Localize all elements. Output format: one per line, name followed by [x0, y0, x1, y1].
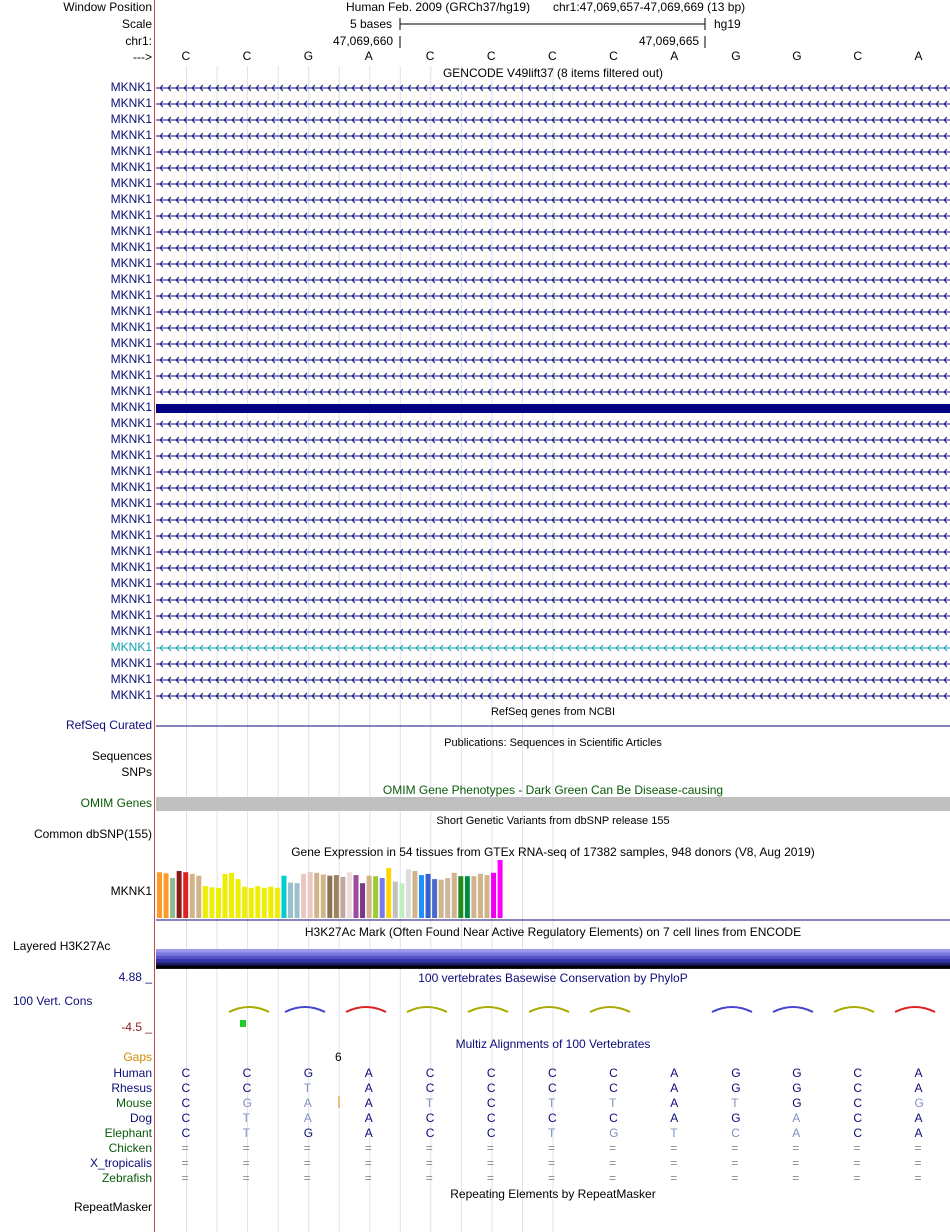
sequence-base: A	[364, 49, 373, 63]
gtex-tissue-bar	[308, 872, 313, 918]
gencode-transcript-label[interactable]: MKNK1	[110, 256, 152, 270]
phylop-base-glyph	[834, 1007, 874, 1012]
species-label[interactable]: Rhesus	[111, 1081, 152, 1095]
aligned-base: =	[609, 1141, 617, 1155]
gencode-transcript-label[interactable]: MKNK1	[110, 368, 152, 382]
gencode-transcript-label[interactable]: MKNK1	[110, 320, 152, 334]
gtex-tissue-bar	[314, 873, 319, 918]
aligned-base: C	[181, 1111, 191, 1125]
aligned-base: =	[670, 1141, 678, 1155]
aligned-base: A	[914, 1111, 923, 1125]
sequence-base: A	[670, 49, 679, 63]
gencode-transcript-label[interactable]: MKNK1	[110, 192, 152, 206]
phylop-min-label: -4.5 _	[121, 1020, 152, 1034]
gencode-transcript-label[interactable]: MKNK1	[110, 560, 152, 574]
gtex-tissue-bar	[426, 874, 431, 918]
gencode-transcript-label[interactable]: MKNK1	[110, 176, 152, 190]
gencode-transcript-label[interactable]: MKNK1	[110, 528, 152, 542]
species-label[interactable]: Mouse	[115, 1096, 152, 1110]
species-label[interactable]: Dog	[129, 1111, 152, 1125]
aligned-base: =	[486, 1156, 494, 1170]
gencode-transcript-label[interactable]: MKNK1	[110, 144, 152, 158]
gtex-tissue-bar	[452, 873, 457, 918]
aligned-base: =	[364, 1156, 372, 1170]
gtex-tissue-bar	[432, 879, 437, 918]
gtex-tissue-bar	[334, 875, 339, 918]
gtex-tissue-bar	[354, 875, 359, 918]
aligned-base: A	[303, 1096, 312, 1110]
sequence-base: C	[609, 49, 618, 63]
gtex-tissue-bar	[190, 874, 195, 918]
aligned-base: C	[853, 1096, 863, 1110]
gtex-tissue-bar	[419, 875, 424, 918]
gtex-tissue-bar	[183, 872, 188, 918]
gencode-transcript-label[interactable]: MKNK1	[110, 640, 152, 654]
aligned-base: =	[792, 1141, 800, 1155]
aligned-base: C	[425, 1126, 435, 1140]
h3k27ac-layer-band	[156, 956, 950, 959]
aligned-base: A	[364, 1096, 373, 1110]
aligned-base: C	[425, 1111, 435, 1125]
aligned-base: =	[670, 1171, 678, 1185]
aligned-base: C	[548, 1111, 557, 1125]
gencode-transcript-label[interactable]: MKNK1	[110, 240, 152, 254]
repeatmasker-track-label[interactable]: RepeatMasker	[73, 1200, 152, 1214]
aligned-base: =	[853, 1141, 861, 1155]
scale-label: Scale	[121, 17, 152, 31]
aligned-base: C	[853, 1066, 863, 1080]
gtex-tissue-bar	[295, 883, 300, 918]
position-text: chr1:47,069,657-47,069,669 (13 bp)	[553, 0, 746, 14]
gap-count: 6	[335, 1050, 342, 1064]
gencode-transcript-label[interactable]: MKNK1	[110, 656, 152, 670]
gencode-transcript-label[interactable]: MKNK1	[110, 624, 152, 638]
aligned-base: C	[486, 1126, 496, 1140]
aligned-base: =	[242, 1156, 250, 1170]
phylop-base-glyph	[346, 1007, 386, 1012]
gencode-transcript-label[interactable]: MKNK1	[110, 208, 152, 222]
chrom-label: chr1:	[125, 34, 152, 48]
aligned-base: C	[181, 1081, 191, 1095]
aligned-base: =	[609, 1156, 617, 1170]
aligned-base: G	[303, 1126, 314, 1140]
aligned-base: =	[303, 1156, 311, 1170]
aligned-base: T	[731, 1096, 739, 1110]
gencode-transcript-label[interactable]: MKNK1	[110, 224, 152, 238]
aligned-base: =	[731, 1171, 739, 1185]
gtex-tissue-bar	[458, 876, 463, 918]
aligned-base: =	[609, 1171, 617, 1185]
aligned-base: =	[303, 1171, 311, 1185]
repeatmasker-track-title: Repeating Elements by RepeatMasker	[450, 1187, 656, 1201]
aligned-base: C	[853, 1111, 863, 1125]
gtex-tissue-bar	[386, 868, 391, 918]
gencode-transcript-label[interactable]: MKNK1	[110, 496, 152, 510]
gtex-tissue-bar	[367, 876, 372, 918]
aligned-base: T	[303, 1081, 312, 1095]
h3k27ac-layer-band	[156, 952, 950, 955]
sequence-base: C	[425, 49, 435, 63]
aligned-base: A	[914, 1066, 923, 1080]
aligned-base: =	[486, 1171, 494, 1185]
phylop-base-glyph	[229, 1007, 269, 1012]
sequence-base: C	[486, 49, 496, 63]
coord-right-text: 47,069,665	[639, 34, 700, 48]
gencode-transcript-label[interactable]: MKNK1	[110, 576, 152, 590]
phylop-base-glyph	[773, 1007, 813, 1012]
gtex-tissue-bar	[281, 876, 286, 918]
gtex-tissue-bar	[236, 879, 241, 918]
aligned-base: A	[364, 1111, 373, 1125]
gtex-tissue-bar	[445, 878, 450, 918]
window-position-label: Window Position	[63, 0, 152, 14]
gencode-transcript-label[interactable]: MKNK1	[110, 96, 152, 110]
aligned-base: =	[548, 1141, 556, 1155]
aligned-base: T	[548, 1096, 556, 1110]
aligned-base: C	[853, 1081, 863, 1095]
species-label[interactable]: Human	[113, 1066, 152, 1080]
gencode-transcript-label[interactable]: MKNK1	[110, 272, 152, 286]
aligned-base: =	[853, 1156, 861, 1170]
aligned-base: T	[670, 1126, 678, 1140]
assembly-text: Human Feb. 2009 (GRCh37/hg19)	[346, 0, 531, 14]
aligned-base: G	[303, 1066, 314, 1080]
aligned-base: =	[914, 1171, 922, 1185]
gtex-tissue-bar	[229, 873, 234, 918]
gtex-tissue-bar	[262, 888, 267, 918]
gencode-transcript-label[interactable]: MKNK1	[110, 80, 152, 94]
gencode-transcript-label[interactable]: MKNK1	[110, 400, 152, 414]
aligned-base: =	[242, 1141, 250, 1155]
dbsnp-track-title: Short Genetic Variants from dbSNP release 155	[436, 815, 670, 827]
sequence-base: C	[853, 49, 863, 63]
aligned-base: C	[609, 1066, 618, 1080]
gencode-transcript-label[interactable]: MKNK1	[110, 112, 152, 126]
species-label[interactable]: X_tropicalis	[89, 1156, 152, 1170]
gtex-tissue-bar	[177, 871, 182, 918]
aligned-base: =	[181, 1156, 189, 1170]
aligned-base: A	[670, 1111, 679, 1125]
gencode-transcript-label[interactable]: MKNK1	[110, 160, 152, 174]
aligned-base: C	[242, 1081, 252, 1095]
gtex-tissue-bar	[360, 883, 365, 918]
gencode-transcript-label[interactable]: MKNK1	[110, 336, 152, 350]
phylop-base-glyph	[407, 1007, 447, 1012]
track-label-panel	[0, 0, 154, 1232]
aligned-base: A	[364, 1066, 373, 1080]
aligned-base: C	[486, 1111, 496, 1125]
gtex-tissue-bar	[275, 888, 280, 918]
aligned-base: =	[303, 1141, 311, 1155]
aligned-base: T	[609, 1096, 617, 1110]
aligned-base: C	[853, 1126, 863, 1140]
gencode-track-title: GENCODE V49lift37 (8 items filtered out)	[442, 66, 664, 80]
phylop-base-glyph	[468, 1007, 508, 1012]
gencode-transcript-label[interactable]: MKNK1	[110, 352, 152, 366]
gtex-tissue-bar	[478, 874, 483, 918]
publications-snps-label[interactable]: SNPs	[121, 765, 152, 779]
aligned-base: G	[609, 1126, 619, 1140]
aligned-base: C	[486, 1096, 496, 1110]
aligned-base: C	[181, 1096, 191, 1110]
gaps-label: Gaps	[123, 1050, 152, 1064]
aligned-base: =	[914, 1141, 922, 1155]
aligned-base: A	[792, 1126, 801, 1140]
aligned-base: A	[670, 1081, 679, 1095]
aligned-base: =	[181, 1171, 189, 1185]
aligned-base: =	[914, 1156, 922, 1170]
gtex-tissue-bar	[209, 887, 214, 918]
db-text: hg19	[714, 17, 741, 31]
aligned-base: C	[609, 1081, 618, 1095]
gencode-transcript-label[interactable]: MKNK1	[110, 464, 152, 478]
aligned-base: G	[731, 1066, 741, 1080]
aligned-base: C	[486, 1066, 496, 1080]
gtex-tissue-bar	[268, 887, 273, 918]
gtex-tissue-bar	[399, 883, 404, 918]
aligned-base: =	[548, 1171, 556, 1185]
aligned-base: G	[792, 1066, 802, 1080]
coord-left-text: 47,069,660	[333, 34, 394, 48]
aligned-base: A	[364, 1126, 373, 1140]
aligned-base: T	[242, 1126, 250, 1140]
gtex-tissue-bar	[380, 878, 385, 918]
aligned-base: =	[670, 1156, 678, 1170]
sequence-base: C	[181, 49, 191, 63]
aligned-base: G	[792, 1081, 802, 1095]
phylop-base-glyph	[590, 1007, 630, 1012]
aligned-base: G	[731, 1081, 741, 1095]
aligned-base: =	[242, 1171, 250, 1185]
gencode-transcript-21	[156, 404, 950, 413]
aligned-base: G	[792, 1096, 802, 1110]
h3k27ac-layer-band	[156, 962, 950, 965]
gtex-tissue-bar	[340, 877, 345, 918]
phylop-track-label[interactable]: 100 Vert. Cons	[13, 994, 93, 1008]
aligned-base: =	[425, 1171, 433, 1185]
gtex-tissue-bar	[170, 878, 175, 918]
omim-track-title: OMIM Gene Phenotypes - Dark Green Can Be Disease-causing	[382, 783, 724, 797]
publications-sequences-label[interactable]: Sequences	[91, 749, 152, 763]
dbsnp-track-label[interactable]: Common dbSNP(155)	[33, 827, 152, 841]
publications-track-title: Publications: Sequences in Scientific Articles	[444, 737, 662, 749]
gencode-transcript-label[interactable]: MKNK1	[110, 608, 152, 622]
gtex-tissue-bar	[255, 886, 260, 918]
h3k27ac-layer-band	[156, 959, 950, 962]
aligned-base: A	[792, 1111, 801, 1125]
gencode-transcript-label[interactable]: MKNK1	[110, 384, 152, 398]
aligned-base: C	[181, 1126, 191, 1140]
gencode-transcript-label[interactable]: MKNK1	[110, 512, 152, 526]
aligned-base: =	[425, 1156, 433, 1170]
gtex-tissue-bar	[439, 880, 444, 918]
gencode-transcript-label[interactable]: MKNK1	[110, 544, 152, 558]
scale-text: 5 bases	[350, 17, 393, 31]
gtex-tissue-bar	[471, 876, 476, 918]
aligned-base: C	[425, 1066, 435, 1080]
gtex-tissue-bar	[406, 869, 411, 918]
gtex-track-title: Gene Expression in 54 tissues from GTEx RNA-seq of 17382 samples, 948 donors (V8, Aug 2019)	[291, 845, 815, 859]
aligned-base: C	[548, 1081, 557, 1095]
track-data-area[interactable]	[156, 0, 950, 1232]
gencode-transcript-label[interactable]: MKNK1	[110, 432, 152, 446]
gtex-tissue-bar	[196, 876, 201, 918]
aligned-base: C	[548, 1066, 557, 1080]
gtex-tissue-bar	[223, 874, 228, 918]
gtex-tissue-bar	[347, 872, 352, 918]
gtex-tissue-bar	[485, 875, 490, 918]
gencode-transcript-label[interactable]: MKNK1	[110, 288, 152, 302]
gtex-tissue-bar	[203, 886, 208, 918]
aligned-base: C	[425, 1081, 435, 1095]
h3k27ac-layer-band	[156, 949, 950, 952]
aligned-base: =	[181, 1141, 189, 1155]
phylop-track-title: 100 vertebrates Basewise Conservation by PhyloP	[418, 971, 688, 985]
gtex-tissue-bar	[393, 882, 398, 919]
omim-gene-bar	[156, 797, 950, 811]
aligned-base: =	[792, 1171, 800, 1185]
h3k27ac-track-title: H3K27Ac Mark (Often Found Near Active Regulatory Elements) on 7 cell lines from ENCODE	[304, 925, 802, 939]
aligned-base: A	[364, 1081, 373, 1095]
gtex-tissue-bar	[491, 873, 496, 918]
species-label[interactable]: Chicken	[108, 1141, 152, 1155]
omim-track-label[interactable]: OMIM Genes	[80, 796, 152, 810]
h3k27ac-track-label[interactable]: Layered H3K27Ac	[13, 939, 111, 953]
aligned-base: =	[486, 1141, 494, 1155]
gtex-tissue-bar	[301, 874, 306, 918]
sequence-base: G	[303, 49, 314, 63]
gtex-track-label[interactable]: MKNK1	[110, 884, 152, 898]
aligned-base: C	[609, 1111, 618, 1125]
aligned-base: =	[425, 1141, 433, 1155]
gencode-transcript-label[interactable]: MKNK1	[110, 592, 152, 606]
gtex-tissue-bar	[249, 888, 254, 918]
gencode-transcript-label[interactable]: MKNK1	[110, 688, 152, 702]
aligned-base: =	[364, 1141, 372, 1155]
aligned-base: =	[731, 1141, 739, 1155]
gtex-tissue-bar	[373, 876, 378, 918]
gencode-transcript-label[interactable]: MKNK1	[110, 480, 152, 494]
phylop-base-glyph	[712, 1007, 752, 1012]
aligned-base: =	[792, 1156, 800, 1170]
sequence-base: C	[242, 49, 252, 63]
refseq-track-title: RefSeq genes from NCBI	[490, 706, 616, 718]
phylop-base-glyph	[895, 1007, 935, 1012]
gtex-tissue-bar	[327, 876, 332, 918]
aligned-base: C	[731, 1126, 740, 1140]
aligned-base: =	[853, 1171, 861, 1185]
gtex-tissue-bar	[498, 860, 503, 918]
aligned-base: A	[303, 1111, 312, 1125]
aligned-base: T	[548, 1126, 556, 1140]
gtex-tissue-bar	[157, 872, 162, 918]
gtex-tissue-bar	[465, 876, 470, 918]
aligned-base: =	[731, 1156, 739, 1170]
species-label[interactable]: Elephant	[104, 1126, 152, 1140]
gencode-transcript-label[interactable]: MKNK1	[110, 304, 152, 318]
sequence-base: A	[914, 49, 923, 63]
gencode-transcript-label[interactable]: MKNK1	[110, 672, 152, 686]
aligned-base: A	[914, 1126, 923, 1140]
gencode-transcript-label[interactable]: MKNK1	[110, 448, 152, 462]
aligned-base: G	[914, 1096, 924, 1110]
gtex-tissue-bar	[164, 873, 169, 918]
aligned-base: =	[548, 1156, 556, 1170]
gtex-tissue-bar	[321, 875, 326, 919]
aligned-base: T	[242, 1111, 250, 1125]
sequence-base: G	[731, 49, 741, 63]
aligned-base: G	[731, 1111, 741, 1125]
phylop-green-marker	[240, 1020, 246, 1027]
aligned-base: C	[181, 1066, 191, 1080]
gencode-transcript-label[interactable]: MKNK1	[110, 416, 152, 430]
phylop-base-glyph	[529, 1007, 569, 1012]
gencode-transcript-label[interactable]: MKNK1	[110, 128, 152, 142]
sequence-base: G	[792, 49, 802, 63]
label-divider	[154, 0, 155, 1232]
aligned-base: C	[486, 1081, 496, 1095]
gtex-tissue-bar	[288, 883, 293, 918]
strand-label: --->	[133, 50, 152, 64]
phylop-base-glyph	[285, 1007, 325, 1012]
aligned-base: C	[242, 1066, 252, 1080]
multiz-track-title: Multiz Alignments of 100 Vertebrates	[455, 1037, 651, 1051]
gtex-tissue-bar	[216, 888, 221, 918]
aligned-base: G	[242, 1096, 252, 1110]
aligned-base: A	[670, 1096, 679, 1110]
sequence-base: C	[548, 49, 557, 63]
aligned-base: T	[425, 1096, 434, 1110]
h3k27ac-layer-band	[156, 966, 950, 969]
gtex-tissue-bar	[242, 887, 247, 918]
aligned-base: A	[670, 1066, 679, 1080]
aligned-base: =	[364, 1171, 372, 1185]
aligned-base: A	[914, 1081, 923, 1095]
species-label[interactable]: Zebrafish	[101, 1171, 152, 1185]
gtex-tissue-bar	[412, 871, 417, 918]
phylop-max-label: 4.88 _	[118, 970, 152, 984]
refseq-track-label[interactable]: RefSeq Curated	[65, 718, 152, 732]
